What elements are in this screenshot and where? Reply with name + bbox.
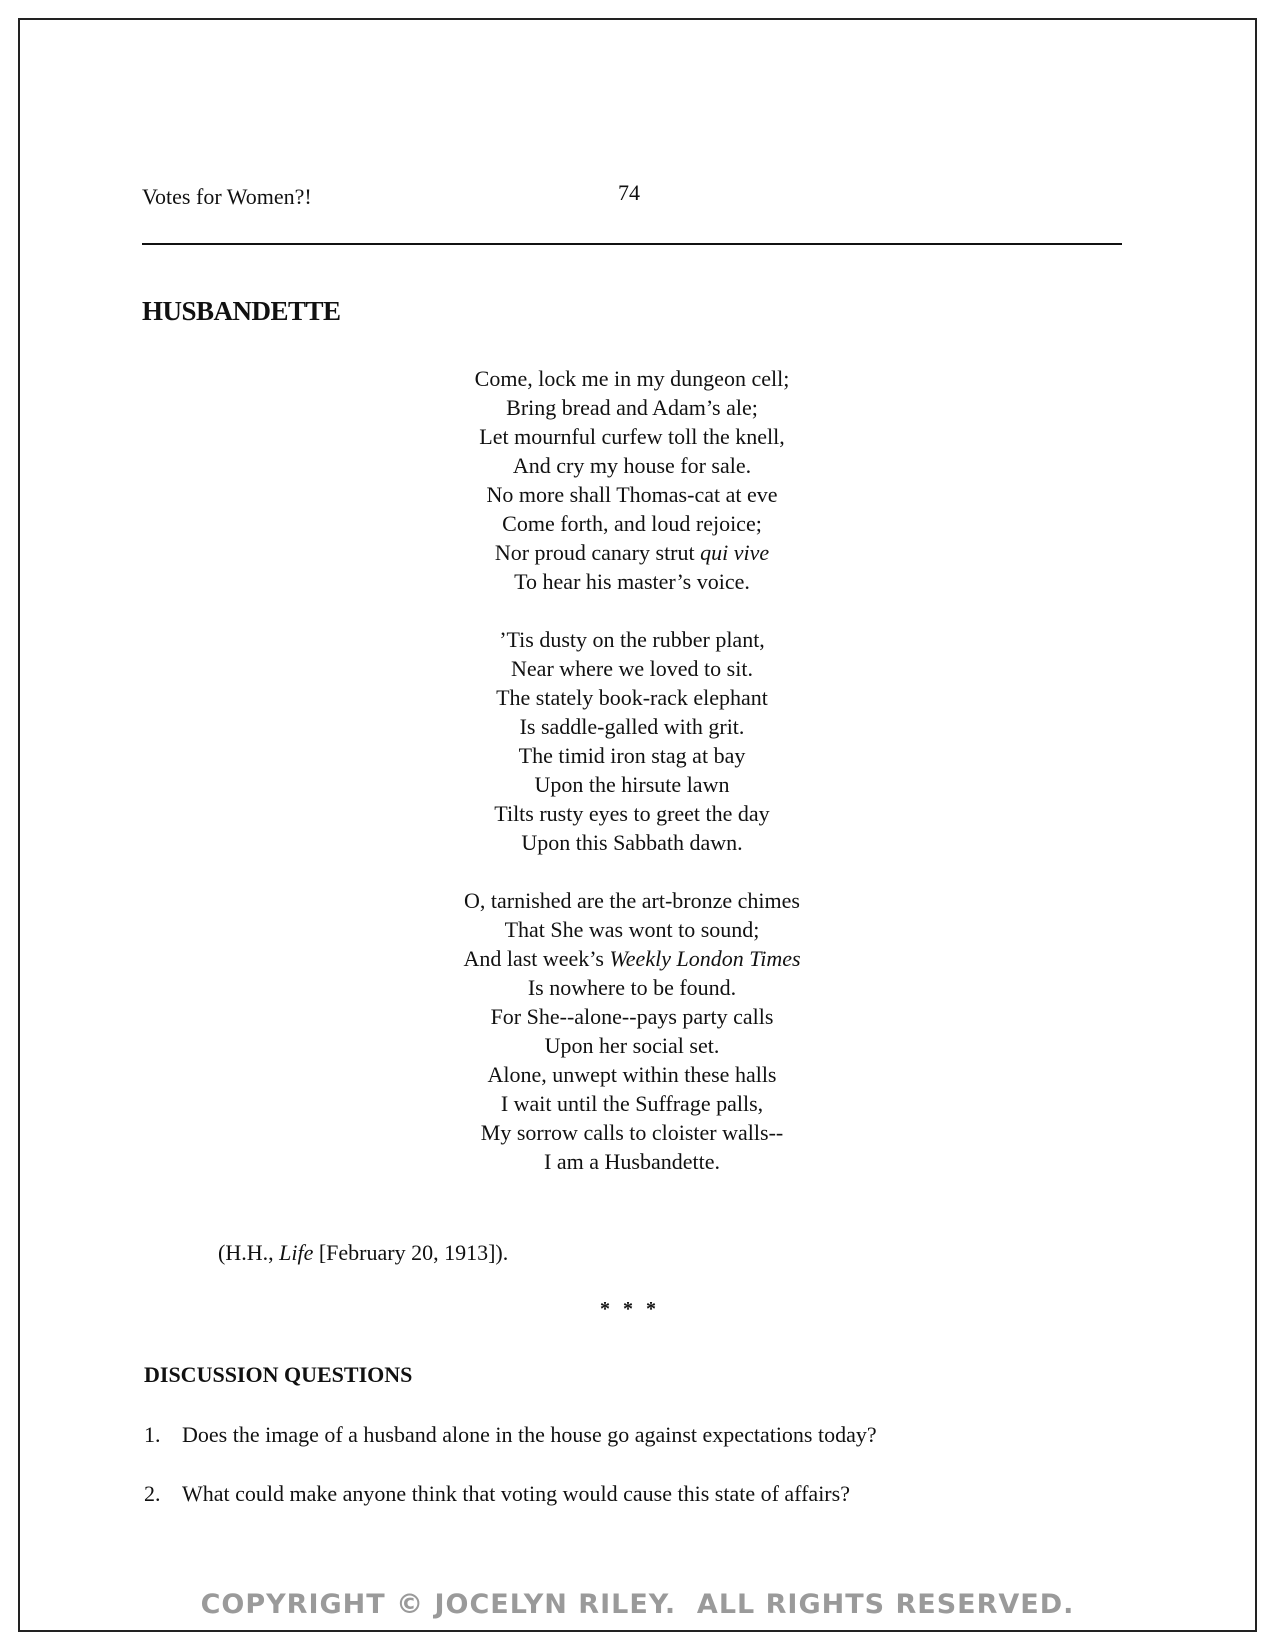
header-rule [142,243,1122,245]
section-break-ornament: * * * [600,1298,660,1320]
poem-line: Come, lock me in my dungeon cell; [474,366,790,391]
poem-line: Upon her social set. [544,1033,720,1058]
poem-line: O, tarnished are the art-bronze chimes [464,888,800,913]
poem-line: Upon this Sabbath dawn. [521,830,743,855]
discussion-heading: DISCUSSION QUESTIONS [144,1362,413,1387]
stanza-1 [332,364,932,596]
poem-line: ’Tis dusty on the rubber plant, [499,627,765,652]
poem-line: Upon the hirsute lawn [534,772,730,797]
question-number: 1. [144,1422,161,1447]
poem-line: Bring bread and Adam’s ale; [506,395,758,420]
citation-date: [February 20, 1913]). [313,1240,509,1265]
citation-prefix: (H.H., [218,1240,280,1265]
question-number: 2. [144,1481,161,1506]
poem-line: That She was wont to sound; [504,917,760,942]
poem-line: Tilts rusty eyes to greet the day [494,801,770,826]
question-text: Does the image of a husband alone in the house go against expectations today? [182,1422,877,1447]
poem-line: I wait until the Suffrage palls, [500,1091,764,1116]
running-head [142,180,1122,210]
copyright-notice: COPYRIGHT © JOCELYN RILEY. ALL RIGHTS RESERVED. [200,1589,1075,1620]
poem-line: To hear his master’s voice. [514,569,750,594]
poem-line: Come forth, and loud rejoice; [502,511,762,536]
poem-line: For She--alone--pays party calls [490,1004,774,1029]
poem-line: And cry my house for sale. [512,453,752,478]
poem-line: Let mournful curfew toll the knell, [479,424,785,449]
poem-line: Near where we loved to sit. [511,656,753,681]
poem-line: Is nowhere to be found. [527,975,737,1000]
poem-line: Is saddle-galled with grit. [519,714,745,739]
poem-line-text: Nor proud canary strut [494,540,701,565]
discussion-question-1 [144,1422,877,1448]
poem-line: The timid iron stag at bay [518,743,746,768]
book-title: Votes for Women?! [142,184,312,209]
poem-line: Alone, unwept within these halls [487,1062,777,1087]
poem-body [332,364,932,1176]
poem-line: No more shall Thomas-cat at eve [486,482,778,507]
poem-line [332,538,932,567]
discussion-question-2 [144,1481,850,1507]
citation [218,1240,508,1266]
italic-phrase: Weekly London Times [609,946,801,971]
poem-title: HUSBANDETTE [142,296,341,326]
poem-line: The stately book-rack elephant [496,685,768,710]
poem-line [332,944,932,973]
stanza-3 [332,886,932,1176]
stanza-2 [332,625,932,857]
poem-line: My sorrow calls to cloister walls-- [480,1120,784,1145]
question-text: What could make anyone think that voting would cause this state of affairs? [182,1481,850,1506]
italic-phrase: qui vive [700,540,770,565]
citation-source: Life [279,1240,314,1265]
page-number: 74 [618,180,640,205]
poem-line: I am a Husbandette. [544,1149,720,1174]
poem-line-text: And last week’s [463,946,610,971]
